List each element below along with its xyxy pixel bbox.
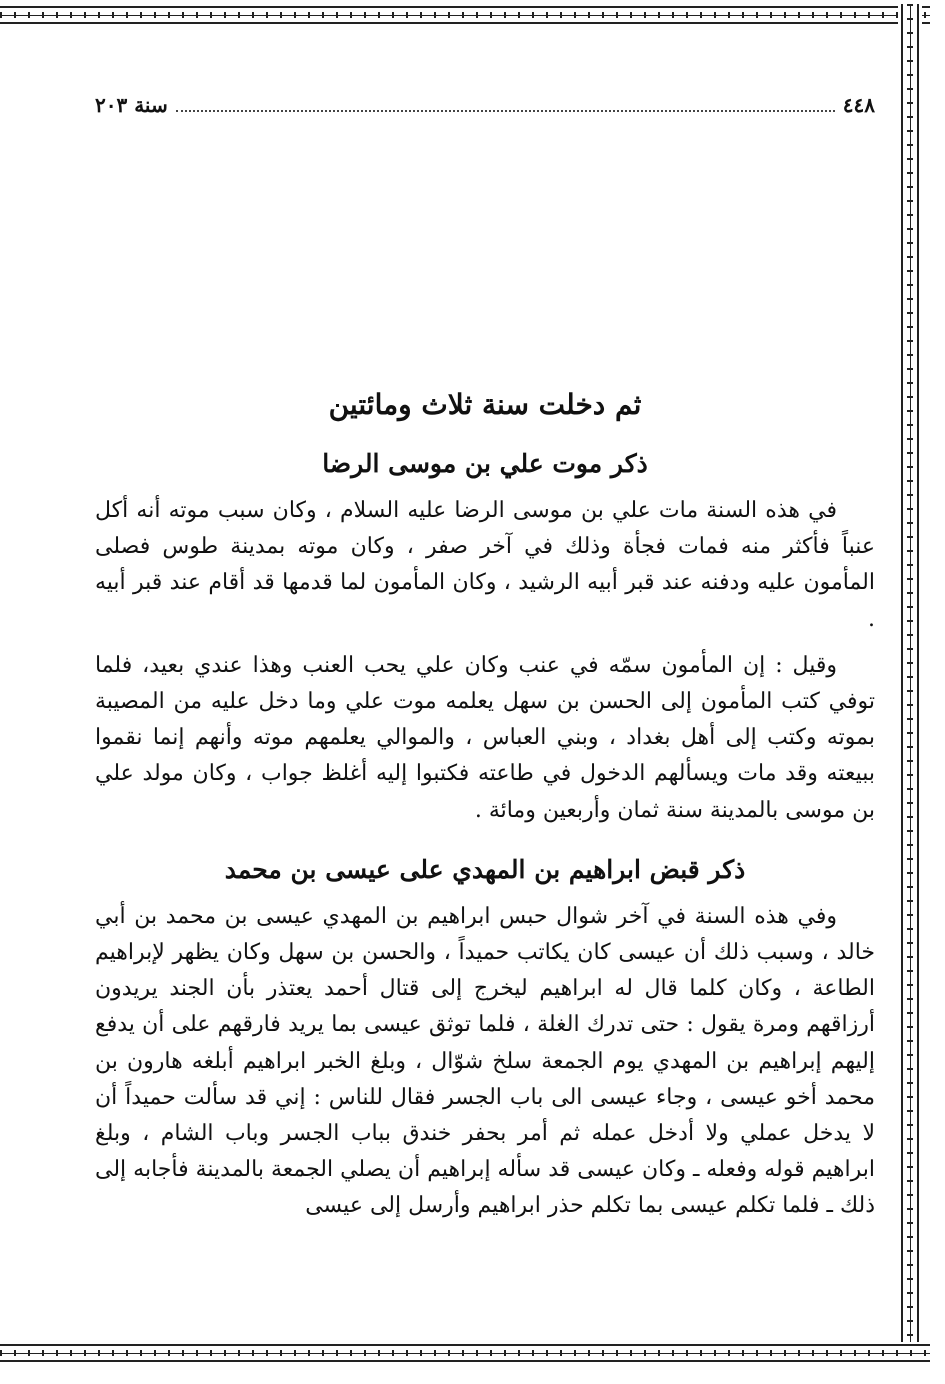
paragraph: وقيل : إن المأمون سمّه في عنب وكان علي يحب العنب وهذا عندي بعيد، فلما توفي كتب المأمون إلى الحسن بن سهل يعلمه موت علي وما دخل عليه من المصيبة بموته وكتب إلى أهل بغداد ، وبني العباس ، والموالي يعلمهم موته وأنهم إنما نقموا ببيعته وقد مات ويسألهم الدخول في طاعته فكتبوا إليه أغلظ جواب ، وكان مولد علي بن موسى بالمدينة سنة ثمان وأربعين ومائة . (95, 652, 875, 823)
section-title-death-of-ali-al-rida: ذكر موت علي بن موسى الرضا (322, 449, 648, 478)
page-number: ٤٤٨ (842, 93, 875, 117)
running-title: سنة ٢٠٣ (95, 93, 168, 117)
page-border-right (898, 4, 922, 1364)
paragraph: وفي هذه السنة في آخر شوال حبس ابراهيم بن المهدي عيسى بن محمد بن أبي خالد ، وسبب ذلك أن عيسى كان يكاتب حميداً ، والحسن بن سهل وكان يظهر لإبراهيم الطاعة ، وكان كلما قال له ابراهيم ليخرج إلى قتال أحمد يعتذر بأن الجند يريدون أرزاقهم ومرة يقول : حتى تدرك الغلة ، فلما توثق عيسى بما يريد فارقهم على أن يدفع إليهم إبراهيم بن المهدي يوم الجمعة سلخ شوّال ، وبلغ الخبر ابراهيم أبلغه هارون بن محمد أخو عيسى ، وجاء عيسى الى باب الجسر فقال للناس : إني قد سألت حميداً أن لا يدخل عملي ولا أدخل عمله ثم أمر بحفر خندق بباب الجسر وباب الشام ، وبلغ ابراهيم قوله وفعله ـ وكان عيسى قد سأله إبراهيم أن يصلي الجمعة بالمدينة فأجابه إلى ذلك ـ فلما تكلم عيسى بما تكلم حذر ابراهيم وأرسل إلى عيسى (95, 903, 875, 1219)
running-header (95, 88, 875, 122)
section-title-arrest-of-isa: ذكر قبض ابراهيم بن المهدي على عيسى بن محمد (224, 854, 746, 884)
header-dot-leader (176, 98, 835, 112)
chapter-title: ثم دخلت سنة ثلاث ومائتين (328, 388, 642, 421)
page-border-bottom (0, 1342, 930, 1364)
page-border-top (0, 4, 930, 26)
page-body (95, 375, 875, 1225)
paragraph: في هذه السنة مات علي بن موسى الرضا عليه السلام ، وكان سبب موته أنه أكل عنباً فأكثر منه فمات فجأة وذلك في آخر صفر ، وكان موته بمدينة طوس فصلى المأمون عليه ودفنه عند قبر أبيه الرشيد ، وكان المأمون لما قدمها قد أقام عند قبر أبيه . (95, 498, 875, 632)
